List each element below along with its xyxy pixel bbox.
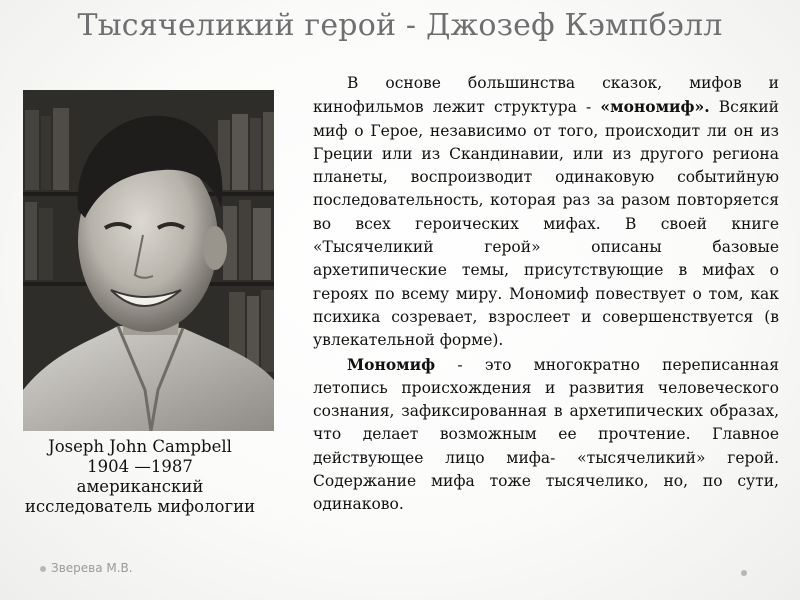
paragraph-1-text-after: Всякий миф о Герое, независимо от того, происходит ли он из Греции или из Скандинавии, или из другого региона планеты, воспроизводит одинаковую событийную последовательность, которая раз за разом повторяется во всех героических мифах. В своей книге «Тысячеликий герой» описаны базовые архетипические темы, присутствующие в мифах о героях по всему миру. Мономиф повествует о том, как психика созревает, взрослеет и совершенствуется (в увлекательной форме). (313, 98, 779, 350)
paragraph-2-text-after: - это многократно переписанная летопись происхождения и развития человеческого сознания, зафиксированная в архетипических образах, что делает возможным ее прочтение. Главное действующее лицо мифа- «тысячеликий» герой. Содержание мифа тоже тысячелико, но, по сути, одинаково. (313, 355, 779, 514)
portrait-photo (23, 90, 274, 431)
paragraph-2 (313, 353, 779, 517)
caption-occupation: исследователь мифологии (24, 497, 256, 516)
paragraph-1-bold: «мономиф». (600, 97, 710, 117)
caption-name: Joseph John Campbell (48, 437, 232, 456)
corner-dot-icon (741, 570, 747, 576)
paragraph-1-text-before: В основе большинства сказок, мифов и кинофильмов лежит структура - (313, 74, 779, 117)
paragraph-1 (313, 72, 779, 353)
body-text (313, 72, 779, 517)
photo-caption (10, 437, 270, 517)
paragraph-2-bold: Мономиф (347, 354, 436, 374)
portrait-photo-icon (23, 90, 274, 431)
bullet-dot-icon (40, 566, 46, 572)
caption-years: 1904 —1987 (87, 457, 193, 476)
caption-nationality: американский (76, 477, 204, 496)
footer-author: Зверева М.В. (51, 561, 133, 575)
slide-title: Тысячеликий герой - Джозеф Кэмпбэлл (77, 8, 723, 43)
footer (40, 561, 133, 575)
